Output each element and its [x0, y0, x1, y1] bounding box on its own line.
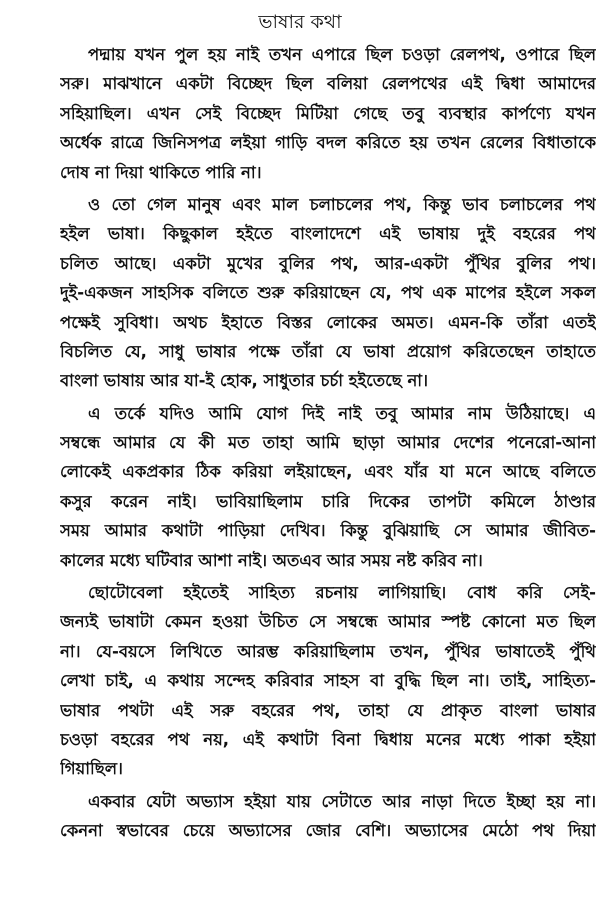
- text-line: কসুর করেন নাই। ভাবিয়াছিলাম চারি দিকের তাপটা কমিলে ঠাণ্ডার: [60, 491, 596, 511]
- text-line: সরু। মাঝখানে একটা বিচ্ছেদ ছিল বলিয়া রেলপথের এই দ্বিধা আমাদের: [60, 74, 596, 94]
- paragraph: [60, 399, 596, 575]
- text-line: বিচলিত যে, সাধু ভাষার পক্ষে তাঁরা যে ভাষা প্রয়োগ করিতেছেন তাহাতে: [60, 341, 596, 361]
- text-line: পদ্মায় যখন পুল হয় নাই তখন এপারে ছিল চওড়া রেলপথ, ওপারে ছিল: [88, 45, 596, 64]
- paragraph: [60, 40, 596, 187]
- text-line: একবার যেটা অভ্যাস হইয়া যায় সেটাতে আর নাড়া দিতে ইচ্ছা হয় না।: [88, 791, 596, 811]
- text-line: ভাষার পথটা এই সরু বহরের পথ, তাহা যে প্রাকৃত বাংলা ভাষার: [60, 700, 596, 720]
- text-line: জন্যই ভাষাটা কেমন হওয়া উচিত সে সম্বন্ধে আমার স্পষ্ট কোনো মত ছিল: [60, 612, 596, 632]
- text-line: কালের মধ্যে ঘটিবার আশা নাই। অতএব আর সময় নষ্ট করিব না।: [60, 550, 483, 570]
- document-body: [60, 40, 596, 849]
- text-line: ও তো গেল মানুষ এবং মাল চলাচলের পথ, কিন্তু ভাব চলাচলের পথ: [88, 194, 596, 214]
- text-line: ছোটোবেলা হইতেই সাহিত্য রচনায় লাগিয়াছি। বোধ করি সেই-: [88, 583, 596, 603]
- text-line: না। যে-বয়সে লিখিতে আরম্ভ করিয়াছিলাম তখন, পুঁথির ভাষাতেই পুঁথি: [60, 641, 596, 661]
- text-line: গিয়াছিল।: [60, 759, 123, 779]
- text-line: লেখা চাই, এ কথায় সন্দেহ করিবার সাহস বা বুদ্ধি ছিল না। তাই, সাহিত্য-: [60, 671, 596, 691]
- text-line: এ তর্কে যদিও আমি যোগ দিই নাই তবু আমার নাম উঠিয়াছে। এ: [88, 403, 596, 423]
- paragraph: [60, 787, 596, 846]
- text-line: হইল ভাষা। কিছুকাল হইতে বাংলাদেশে এই ভাষায় দুই বহরের পথ: [60, 224, 596, 244]
- text-line: সম্বন্ধে আমার যে কী মত তাহা আমি ছাড়া আমার দেশের পনেরো-আনা: [60, 433, 596, 453]
- text-line: সহিয়াছিল। এখন সেই বিচ্ছেদ মিটিয়া গেছে তবু ব্যবস্থার কার্পণ্যে যখন: [60, 103, 596, 123]
- text-line: লোকেই একপ্রকার ঠিক করিয়া লইয়াছেন, এবং যাঁর যা মনে আছে বলিতে: [60, 462, 596, 482]
- paragraph: [60, 578, 596, 784]
- text-line: চলিত আছে। একটা মুখের বুলির পথ, আর-একটা পুঁথির বুলির পথ।: [60, 253, 596, 273]
- page-title: ভাষার কথা: [258, 11, 342, 33]
- paragraph: [60, 190, 596, 396]
- text-line: অর্ধেক রাত্রে জিনিসপত্র লইয়া গাড়ি বদল করিতে হয় তখন রেলের বিধাতাকে: [60, 133, 596, 153]
- text-line: পক্ষেই সুবিধা। অথচ ইহাতে বিস্তর লোকের অমত। এমন-কি তাঁরা এতই: [60, 312, 596, 332]
- text-line: চওড়া বহরের পথ নয়, এই কথাটা বিনা দ্বিধায় মনের মধ্যে পাকা হইয়া: [60, 729, 596, 749]
- text-line: বাংলা ভাষায় আর যা-ই হোক, সাধুতার চর্চা হইতেছে না।: [60, 371, 428, 391]
- text-line: সময় আমার কথাটা পাড়িয়া দেখিব। কিন্তু বুঝিয়াছি সে আমার জীবিত-: [60, 521, 596, 541]
- text-line: কেননা স্বভাবের চেয়ে অভ্যাসের জোর বেশি। অভ্যাসের মেঠো পথ দিয়া: [60, 821, 596, 841]
- text-line: দোষ না দিয়া থাকিতে পারি না।: [60, 162, 262, 182]
- text-line: দুই-একজন সাহসিক বলিতে শুরু করিয়াছেন যে, পথ এক মাপের হইলে সকল: [60, 283, 596, 303]
